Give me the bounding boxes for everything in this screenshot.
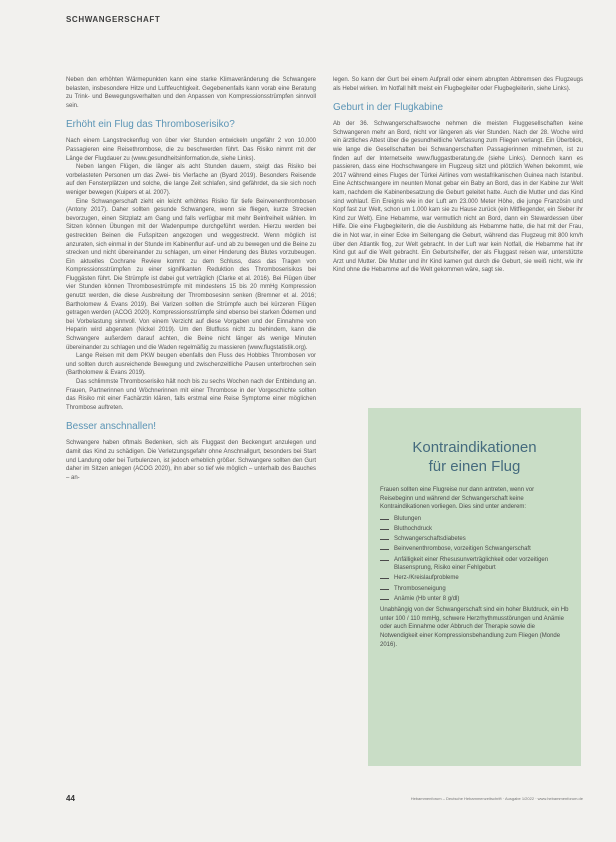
- box-outro: Unabhängig von der Schwangerschaft sind ein hoher Blutdruck, ein Hb unter 100 / 110 mmHg, schwere Herzrhythmusstörungen und Anämie oder auch Einnahme oder Abbruch der Therapie sowie die Notwendigkeit einer Kompressionsbehandlung zum Fliegen (Monde 2016).: [380, 607, 569, 648]
- body-paragraph: Das schlimmste Thromboserisiko hält noch bis zu sechs Wochen nach der Entbindung an. Frauen, Partnerinnen und Wöchnerinnen mit einer Thrombose in der Vorgeschichte sollten das Risiko mit einer Fachärztin klären, falls erstmal eine Reise Symptome einer möglichen Thrombose auftreten.: [66, 379, 316, 411]
- running-head: SCHWANGERSCHAFT: [66, 15, 161, 24]
- body-paragraph: Eine Schwangerschaft zieht ein leicht erhöhtes Risiko für tiefe Beinvenenthrombosen (Antony 2017). Daher sollten gesunde Schwangere, wenn sie fliegen, kurze Strecken bevorzugen, einen Sitzplatz am Gang und falls verfügbar mit mehr Beinfreiheit wählen. Im Sitzen können Übungen mit der Wadenpumpe durchgeführt werden. Hierzu werden bei gestreckten Beinen die Fußspitzen angezogen und weggestreckt. Wenn möglich ist anzuraten, sich einmal in der Stunde im Kabinenflur auf- und ab zu bewegen und die Beine zu strecken und nicht übereinander zu schlagen, um einer Hinderung des Blutes vorzubeugen. Ein aktuelles Cochrane Review kommt zu dem Schluss, dass das Tragen von Kompressionsstrümpfen zu einer signifikanten Reduktion des Thromboserisikos bei Fluggästen führt. Die Strümpfe ist dabei gut verträglich (Clarke et al. 2016). Bei Flügen über vier Stunden können Thrombosestrümpfe mit mindestens 15 bis 20 mmHg Kompression genutzt werden, die diese Ausbreitung der Thrombosesinn senken (Bremner et al. 2016; Bartholomew & Evans 2019). Bei Varizen sollten die Strümpfe auch bei kürzeren Flügen getragen werden (ACOG 2020). Kompressionsstrümpfe sind ebenso bei starken Ödemen und bei Vorbelastung sinnvoll. Von einem Verzicht auf diese Vorgaben und der Einnahme von Heparin wird abgeraten (Nickel 2019). Um den Blutfluss nicht zu behindern, kann die Schwangere außerdem darauf achten, die Beine nicht länger als wenige Minuten übereinander zu schlagen und die Waden regelmäßig zu massieren (www.flugstatistik.org).: [66, 198, 316, 351]
- footer-source-line: Hebammenforum – Deutsche Hebammenzeitschrift · Ausgabe 1/2022 · www.hebammenforum.de: [410, 796, 583, 801]
- list-item: Anämie (Hb unter 8 g/dl): [380, 595, 569, 604]
- dash-bullet: [380, 549, 389, 550]
- box-intro: Frauen sollten eine Flugreise nur dann antreten, wenn vor Reisebeginn und während der Schwangerschaft keine Kontraindikationen vorliegen. Dies sind unter anderem:: [380, 487, 535, 511]
- dash-bullet: [380, 589, 389, 590]
- body-paragraph: Ab der 36. Schwangerschaftswoche nehmen die meisten Fluggesellschaften keine Schwangeren mehr an Bord, nicht vor längeren als vier Stunden. Nach der 28. Woche wird ein ärztliches Attest über die gesundheitliche Verfassung zum Fliegen verlangt. Ein Überblick, wie lange die Gesellschaften bei Schwangerschaften Passagierinnen mitnehmen, ist zu finden auf der Internetseite www.fluggastberatung.de (siehe Links). Dennoch kann es passieren, dass eine Hochschwangere im Flugzeug sitzt und plötzlich Wehen bekommt, wie 2017 während eines Fluges der Türkei Airlines vom westafrikanischen Guinea nach Istanbul. Eine Achtschwangere im neunten Monat gebar ein Baby an Bord, das in der Kabine zur Welt kam, nachdem die Kabinenbesatzung die Geburt geleitet hatte. Auch die Mutter und das Kind sind wohlauf. Ein Ereignis wie in der Luft am 23.000 Meter Höhe, die junge Französin und Kopf fast zur Welt, schon um 1.000 kam sie zu Hause zurück (ein Mitfliegender, ein Sieber ihr Kind zur Welt). Eine Hebamme, war vermutlich nicht an Bord, dann ein Stewardessen über Hilfe. Die eine Flugbegleiterin, die die Ausbildung als Hebamme hatte, die hat mit der Frau, die in Not war, in einer Ecke im Seitengang die Geburt, während das Flugzeug mit 800 km/h über den Atlantik flog, zur Welt gebracht. In der Luft war kein Notfall, die Hebamme hat ihr Kind gut auf die Welt gebracht. Ein Geburtshelfer, der als Fluggast reisen war, unterstützte Arzt und Mutter. Die Mutter und ihr Kind kamen gut durch die Geburt, sie weiß nicht, wie ihr Kind ohne die Hebamme auf die Welt gekommen wäre, sagt sie.: [333, 121, 583, 274]
- box-body: [380, 486, 569, 649]
- continuation-paragraph: legen. So kann der Gurt bei einem Aufprall oder einem abrupten Abbremsen des Flugzeugs als Hebel wirken. Im Notfall hilft meist ein Flugbegleiter oder Flugbegleiterin, siehe Links).: [333, 77, 583, 92]
- section-heading-thrombosis: Erhöht ein Flug das Thromboserisiko?: [66, 119, 235, 131]
- contraindications-box: [368, 408, 581, 766]
- dash-bullet: [380, 529, 389, 530]
- dash-bullet: [380, 578, 389, 579]
- dash-bullet: [380, 599, 389, 600]
- body-paragraph: Lange Reisen mit dem PKW beugen ebenfalls den Fluss des Hobbies Thrombosen vor und sollten durch ausreichende Bewegung und zwischenzeitliche Pausen unterbrochen sein (Bartholomew & Evans 2019).: [66, 353, 316, 377]
- right-column: [333, 76, 583, 275]
- dash-bullet: [380, 560, 389, 561]
- list-item: Thromboseneigung: [380, 585, 569, 594]
- intro-paragraph: Neben den erhöhten Wärmepunkten kann eine starke Klimaveränderung die Schwangere belasten, insbesondere Hitze und Luftfeuchtigkeit. Gegebenenfalls kann vorab eine Beratung zu Trink- und Bewegungsverhalten und den Anpassen von Kompressionsstrümpfen sinnvoll sein.: [66, 77, 316, 109]
- page-number: 44: [66, 794, 75, 803]
- dash-bullet: [380, 539, 389, 540]
- contraindication-list: [380, 515, 569, 604]
- box-title-line-1: Kontraindikationen: [412, 439, 537, 456]
- list-item: Beinvenenthrombose, vorzeitigen Schwangerschaft: [380, 545, 569, 554]
- box-title: [368, 438, 581, 476]
- body-paragraph: Schwangere haben oftmals Bedenken, sich als Fluggast den Beckengurt anzulegen und damit das Kind zu schädigen. Die Verletzungsgefahr ohne Anschnallgurt, besonders bei Start und Landung oder bei Turbulenzen, ist jedoch erheblich größer. Schwangere sollten den Gurt daher im Sitzen anlegen (ACOG 2020), ihn aber so tief wie möglich – unterhalb des Bauches – an-: [66, 440, 316, 481]
- list-item: Herz-/Kreislaufprobleme: [380, 574, 569, 583]
- box-title-line-2: für einen Flug: [428, 458, 521, 475]
- dash-bullet: [380, 519, 389, 520]
- left-column: [66, 76, 316, 482]
- section-heading-birth-in-cabin: Geburt in der Flugkabine: [333, 102, 444, 114]
- list-item: Schwangerschaftsdiabetes: [380, 535, 569, 544]
- list-item: Bluthochdruck: [380, 525, 569, 534]
- section-heading-seatbelt: Besser anschnallen!: [66, 421, 157, 433]
- body-paragraph: Neben langen Flügen, die länger als acht Stunden dauern, steigt das Risiko bei vorbelasteten Personen um das Zwei- bis Vierfache an (Byard 2019). Besonders Reisende auf den Fensterplätzen und solche, die lange Zeit schlafen, sind gefährdet, da sie sich noch weniger bewegen (Kuipers et al. 2007).: [66, 164, 316, 196]
- body-paragraph: Nach einem Langstreckenflug von über vier Stunden entwickeln ungefähr 2 von 10.000 Passagieren eine Reisethrombose, die zu beschwerden führt. Das Risiko nimmt mit der Länge der Flugdauer zu (www.gesundheitsinformation.de, siehe Links).: [66, 138, 316, 162]
- list-item: Blutungen: [380, 515, 569, 524]
- list-item: Anfälligkeit einer Rhesusunverträglichkeit oder vorzeitigen Blasensprung, Risiko einer Fehlgeburt: [380, 556, 569, 573]
